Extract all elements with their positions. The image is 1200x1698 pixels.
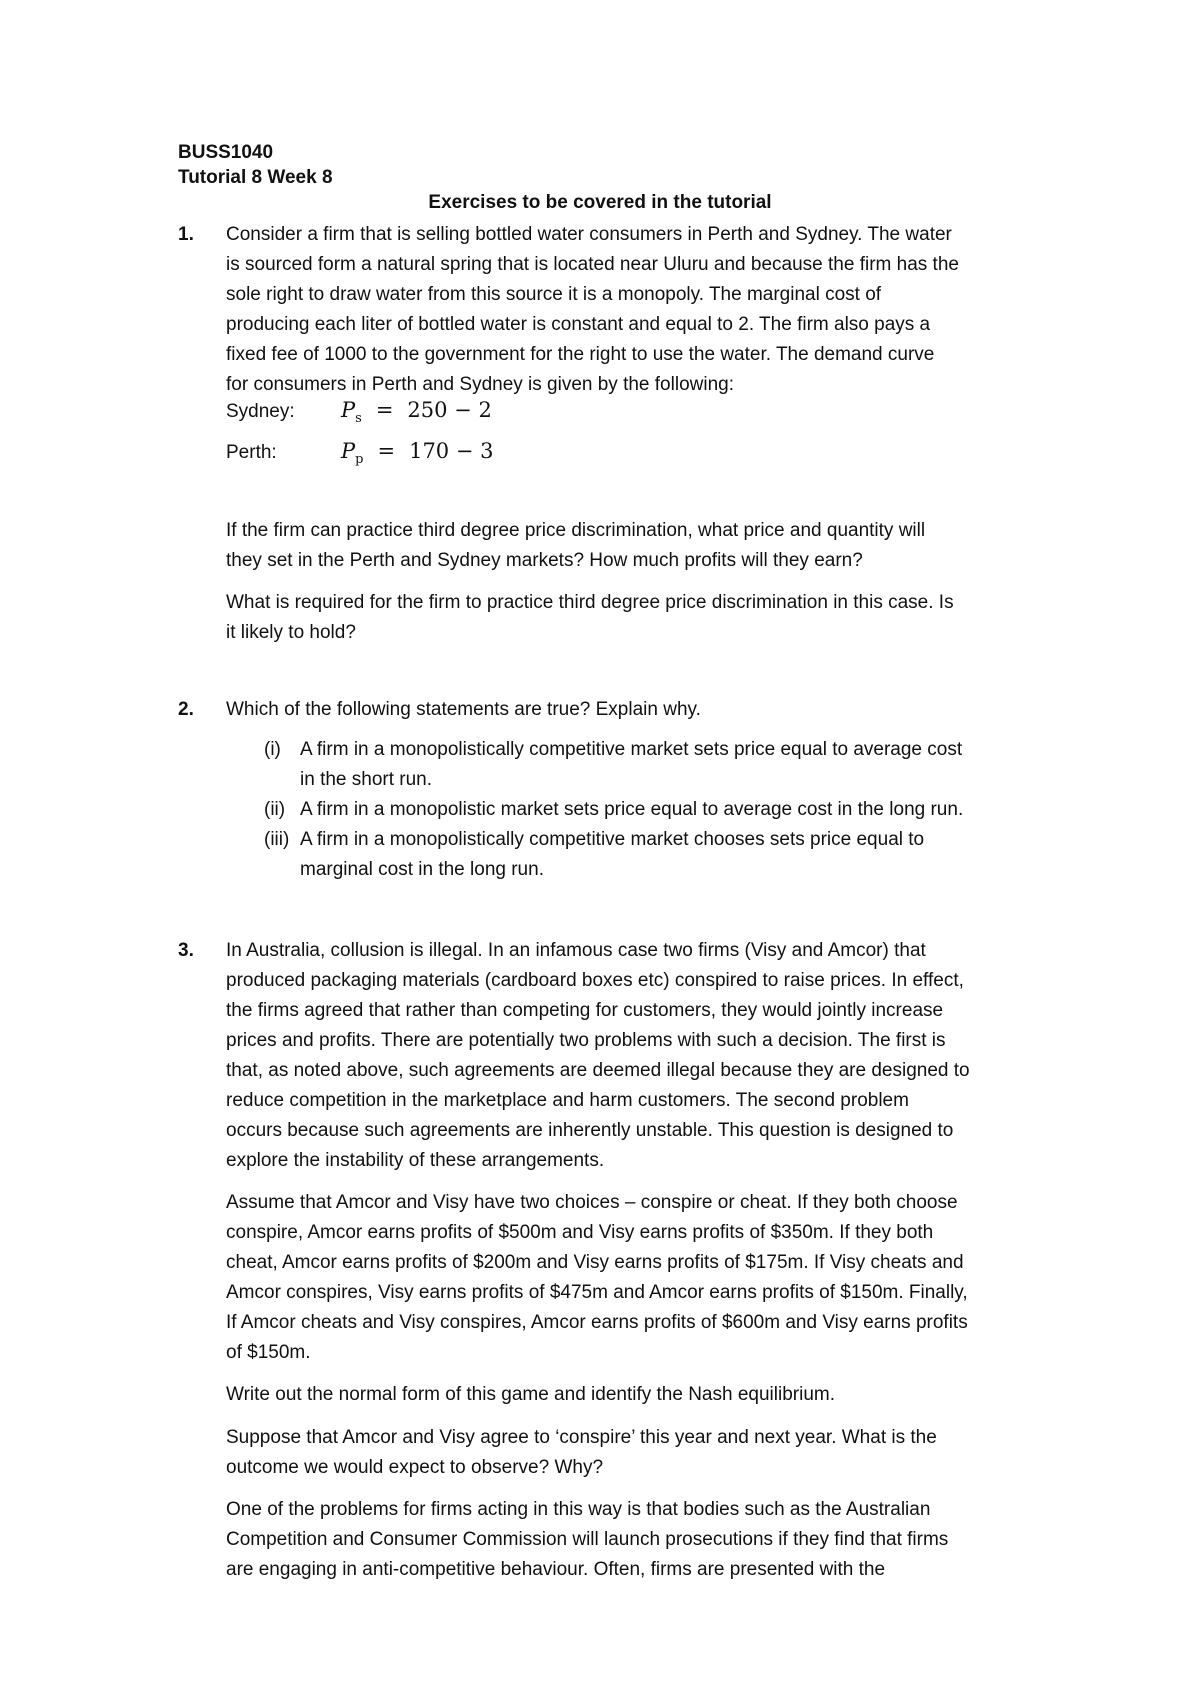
demand-equation-perth [226, 436, 493, 475]
equation-label: Perth: [226, 442, 277, 463]
text-line: Amcor conspires, Visy earns profits of $475m and Amcor earns profits of $150m. Finally, [226, 1282, 968, 1303]
question-1-paragraph-2 [226, 516, 1026, 576]
question-3-number: 3. [178, 940, 194, 961]
option-ii-text [300, 795, 1030, 825]
text-line: explore the instability of these arrangements. [226, 1150, 605, 1171]
equation-equals: = [375, 398, 394, 422]
equation-rhs: 170 − 3 [409, 439, 494, 463]
text-line: Assume that Amcor and Visy have two choices – conspire or cheat. If they both choose [226, 1192, 958, 1213]
option-ii-number: (ii) [264, 799, 286, 820]
text-line: of $150m. [226, 1342, 311, 1363]
text-line: they set in the Perth and Sydney markets? How much profits will they earn? [226, 550, 863, 571]
text-line: for consumers in Perth and Sydney is given by the following: [226, 374, 734, 395]
text-line: marginal cost in the long run. [300, 859, 544, 880]
question-2-number: 2. [178, 699, 194, 720]
text-line: If Amcor cheats and Visy conspires, Amcor earns profits of $600m and Visy earns profits [226, 1312, 968, 1333]
equation-expression [341, 436, 493, 475]
text-line: prices and profits. There are potentially two problems with such a decision. The first is [226, 1030, 946, 1051]
section-title: Exercises to be covered in the tutorial [428, 192, 772, 213]
text-line: in the short run. [300, 769, 433, 790]
equation-lhs: P [341, 439, 356, 463]
option-iii-text [300, 825, 1030, 885]
text-line: A firm in a monopolistic market sets price equal to average cost in the long run. [300, 799, 964, 820]
option-i-text [300, 735, 1030, 795]
text-line: What is required for the firm to practice third degree price discrimination in this case. Is [226, 592, 954, 613]
text-line: are engaging in anti-competitive behaviour. Often, firms are presented with the [226, 1559, 886, 1580]
text-line: outcome we would expect to observe? Why? [226, 1457, 604, 1478]
text-line: is sourced form a natural spring that is located near Uluru and because the firm has the [226, 254, 959, 275]
text-line: In Australia, collusion is illegal. In an infamous case two firms (Visy and Amcor) that [226, 940, 926, 961]
equation-label: Sydney: [226, 401, 295, 422]
question-3-paragraph-3 [226, 1380, 1026, 1410]
text-line: A firm in a monopolistically competitive market sets price equal to average cost [300, 739, 963, 760]
text-line: producing each liter of bottled water is constant and equal to 2. The firm also pays a [226, 314, 931, 335]
question-1-intro [226, 220, 1026, 400]
equation-rhs: 250 − 2 [407, 398, 492, 422]
equation-equals: = [377, 439, 396, 463]
question-3-paragraph-1 [226, 936, 1026, 1176]
text-line: reduce competition in the marketplace and harm customers. The second problem [226, 1090, 909, 1111]
text-line: Competition and Consumer Commission will launch prosecutions if they find that firms [226, 1529, 949, 1550]
text-line: One of the problems for firms acting in this way is that bodies such as the Australian [226, 1499, 931, 1520]
text-line: A firm in a monopolistically competitive market chooses sets price equal to [300, 829, 925, 850]
question-1-paragraph-3 [226, 588, 1026, 648]
text-line: that, as noted above, such agreements are deemed illegal because they are designed to [226, 1060, 970, 1081]
text-line: fixed fee of 1000 to the government for the right to use the water. The demand curve [226, 344, 935, 365]
text-line: Consider a firm that is selling bottled water consumers in Perth and Sydney. The water [226, 224, 952, 245]
question-3-paragraph-4 [226, 1423, 1026, 1483]
option-iii-number: (iii) [264, 829, 290, 850]
text-line: occurs because such agreements are inherently unstable. This question is designed to [226, 1120, 954, 1141]
question-1-number: 1. [178, 224, 194, 245]
text-line: it likely to hold? [226, 622, 356, 643]
course-code: BUSS1040 [178, 142, 274, 163]
text-line: produced packaging materials (cardboard boxes etc) conspired to raise prices. In effect, [226, 970, 964, 991]
demand-equation-sydney [226, 395, 492, 434]
text-line: Write out the normal form of this game and identify the Nash equilibrium. [226, 1384, 835, 1405]
tutorial-label: Tutorial 8 Week 8 [178, 167, 333, 188]
option-i-number: (i) [264, 739, 281, 760]
text-line: Suppose that Amcor and Visy agree to ‘conspire’ this year and next year. What is the [226, 1427, 937, 1448]
text-line: sole right to draw water from this source it is a monopoly. The marginal cost of [226, 284, 882, 305]
equation-subscript: s [355, 411, 362, 427]
equation-subscript: p [355, 452, 364, 468]
question-3-paragraph-2 [226, 1188, 1026, 1368]
question-3-paragraph-5 [226, 1495, 1026, 1585]
question-2-intro: Which of the following statements are true? Explain why. [226, 699, 701, 720]
text-line: If the firm can practice third degree price discrimination, what price and quantity will [226, 520, 926, 541]
text-line: conspire, Amcor earns profits of $500m and Visy earns profits of $350m. If they both [226, 1222, 934, 1243]
text-line: the firms agreed that rather than competing for customers, they would jointly increase [226, 1000, 944, 1021]
equation-expression [341, 395, 492, 434]
text-line: cheat, Amcor earns profits of $200m and Visy earns profits of $175m. If Visy cheats and [226, 1252, 964, 1273]
equation-lhs: P [341, 398, 356, 422]
